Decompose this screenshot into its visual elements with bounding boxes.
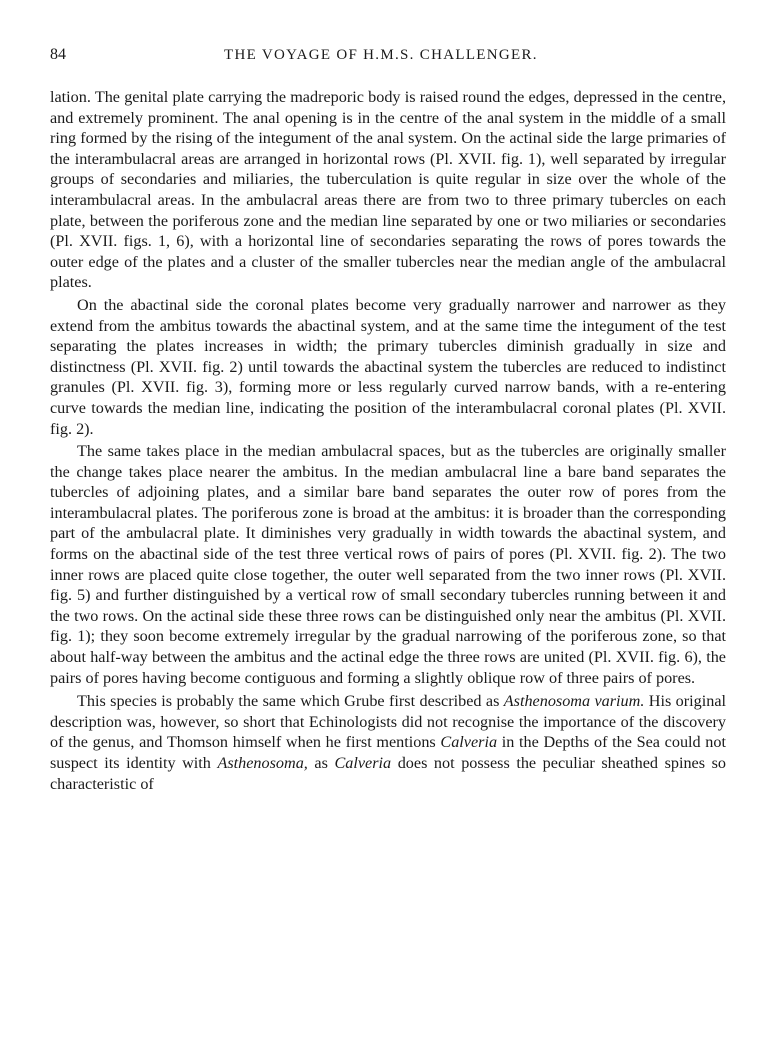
genus-name-asthenosoma: Asthenosoma, xyxy=(217,754,308,772)
paragraph-1: lation. The genital plate carrying the madreporic body is raised round the edges, depressed in the centre, and extremely prominent. The anal opening is in the centre of the anal system in the middle of a small ring formed by the rising of the integument of the anal system. On the actinal side the large primaries of the interambulacral areas are arranged in horizontal rows (Pl. XVII. fig. 1), well separated by irregular groups of secondaries and miliaries, the tuberculation is quite regular in size over the whole of the interambulacral areas. In the ambulacral areas there are from two to three primary tubercles on each plate, between the poriferous zone and the median line separated by one or two miliaries or secondaries (Pl. XVII. figs. 1, 6), with a horizontal line of secondaries separating the rows of pores towards the outer edge of the plates and a cluster of the smaller tubercles near the median angle of the ambulacral plates. xyxy=(50,88,726,292)
species-name-asthenosoma-varium: Asthenosoma varium. xyxy=(503,692,645,711)
page xyxy=(50,40,726,794)
paragraph-4-text-5: does not possess the peculiar sheathed spines so characteristic of xyxy=(50,754,727,793)
running-title: THE VOYAGE OF H.M.S. CHALLENGER. xyxy=(224,47,538,63)
paragraph-3: The same takes place in the median ambulacral spaces, but as the tubercles are originally smaller the change takes place nearer the ambitus. In the median ambulacral line a bare band separates the tubercles of adjoining plates, and a similar bare band separates the outer row of pores from the interambulacral plates. The poriferous zone is broad at the ambitus: it is broader than the corresponding part of the ambulacral plate. It diminishes very gradually in width towards the abactinal system, and forms on the abactinal side of the test three vertical rows of pairs of pores (Pl. XVII. fig. 2). The two inner rows are placed quite close together, the outer well separated from the two inner rows (Pl. XVII. fig. 5) and further distinguished by a vertical row of small secondary tubercles running between it and the two rows. On the actinal side these three rows can be distinguished only near the ambitus (Pl. XVII. fig. 1); they soon become extremely irregular by the gradual narrowing of the poriferous zone, so that about half-way between the ambitus and the actinal edge the three rows are united (Pl. XVII. fig. 6), the pairs of pores having become contiguous and forming a slightly oblique row of three pairs of pores. xyxy=(50,442,726,687)
genus-name-calveria-2: Calveria xyxy=(334,754,392,772)
paragraph-4-text-1: This species is probably the same which Grube first described as xyxy=(77,692,504,711)
paragraph-2: On the abactinal side the coronal plates become very gradually narrower and narrower as they extend from the ambitus towards the abactinal system, and at the same time the integument of the test separating the plates increases in width; the primary tubercles diminish gradually in size and distinctness (Pl. XVII. fig. 2) until towards the abactinal system the tubercles are reduced to indistinct granules (Pl. XVII. fig. 3), forming more or less regularly curved narrow bands, with a re-entering curve towards the median line, indicating the position of the interambulacral coronal plates (Pl. XVII. fig. 2). xyxy=(50,295,726,438)
genus-name-calveria: Calveria xyxy=(440,733,498,752)
page-number: 84 xyxy=(50,46,66,63)
page-header xyxy=(50,40,726,70)
paragraph-4-text-4: as xyxy=(307,754,335,772)
paragraph-4-text-3: in the Depths of the Sea could not suspect its identity with xyxy=(50,733,726,772)
body-text xyxy=(50,87,726,794)
paragraph-4-text-2: His original description was, however, so short that Echinologists did not recognise the importance of the discovery of the genus, and Thomson himself when he first mentions xyxy=(50,692,727,752)
paragraph-4 xyxy=(50,691,726,794)
